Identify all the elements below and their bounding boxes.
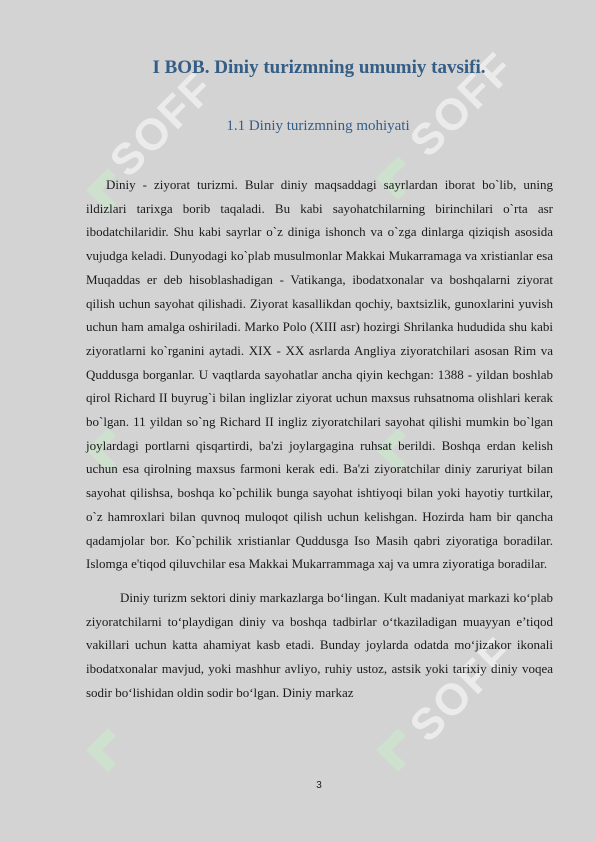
watermark-logo: SOFF bbox=[400, 628, 524, 752]
watermark-chevron-icon bbox=[372, 720, 424, 772]
page-number: 3 bbox=[316, 780, 322, 791]
watermark-logo: SOFF bbox=[100, 63, 224, 187]
section-subtitle: 1.1 Diniy turizmning mohiyati bbox=[226, 118, 410, 134]
paragraph: Diniy turizm sektori diniy markazlarga bo‘lingan. Kult madaniyat markazi ko‘plab ziyoratchilarni to‘playdigan diniy va boshqa tadbirlar o‘tkaziladigan muayyan e’tiqod vakillari uchun katta ahamiyat kasb etadi. Bunday joylarda odatda mo‘jizakor ikonali ibodatxonalar mavjud, yoki mashhur avliyo, ruhiy ustoz, astsik yoki tarixiy diniy voqea sodir bo‘lishidan oldin sodir bo‘lgan. Diniy markaz bbox=[86, 589, 553, 700]
watermark-logo: SOFF bbox=[400, 43, 524, 167]
document-body bbox=[86, 173, 553, 704]
paragraph: Diniy - ziyorat turizmi. Bular diniy maqsaddagi sayrlardan iborat bo`lib, uning ildizlari tarixga borib taqaladi. Bu kabi sayohatchilarning birinchilari o`rta asr ibodatchilaridir. Shu kabi sayrlar o`z diniga ishonch va o`zga dinlarga qiziqish asosida vujudga keladi. Dunyodagi ko`plab musulmonlar Makkai Mukarramaga va xristianlar esa Muqaddas er deb hisoblashadigan - Vatikanga, ibodatxonalar va boshqalarni ziyorat qilish uchun sayohat qilishadi. Ziyorat kasallikdan qochiy, baxtsizlik, gunoxlarini yuvish uchun ham amalga oshiriladi. Marko Polo (XIII asr) hozirgi Shrilanka hududida shu kabi ziyoratlarni ko`rganini aytadi. XIX - XX asrlarda Angliya ziyoratchilari asosan Rim va Quddusga borganlar. U vaqtlarda sayohatlar ancha qiyin kechgan: 1388 - yildan boshlab qirol Richard II buyrug`i bilan inglizlar ziyorat uchun maxsus ruhsatnoma olishlari kerak bo`lgan. 11 yildan so`ng Richard II ingliz ziyoratchilari sayohat qilishi mumkin bo`lgan joylardagi portlarni qisqartirdi, ba'zi joylargagina ruhsat berildi. Boshqa erdan kelish uchun esa qirolning maxsus farmoni kerak edi. Ba'zi ziyoratchilar diniy zaruriyat bilan sayohat qilishsa, boshqa ko`pchilik bunga sayohat ishtiyoqi bilan yoki hayotiy turtkilar, o`z hamroxlari bilan quvnoq muloqot qilish uchun kelishgan. Hozirda ham bir qancha qadamjolar bor. Ko`pchilik xristianlar Quddusga Iso Masih qabri ziyoratiga boradilar. Islomga e'tiqod qiluvchilar esa Makkai Mukarrammaga xaj va umra ziyoratiga boradilar. bbox=[86, 177, 553, 572]
chapter-title: I BOB. Diniy turizmning umumiy tavsifi. bbox=[152, 57, 486, 78]
watermark-chevron-icon bbox=[82, 720, 134, 772]
